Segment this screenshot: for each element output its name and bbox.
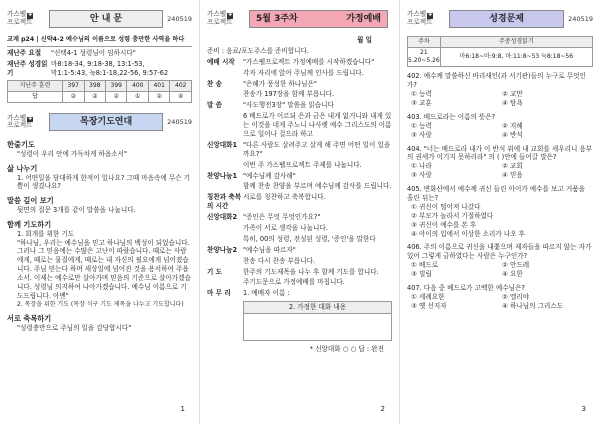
- options: [407, 261, 593, 279]
- option[interactable]: ② 지혜: [502, 121, 523, 130]
- worship-row: [207, 268, 392, 277]
- question: [407, 185, 593, 238]
- worship-row: [207, 101, 392, 110]
- worship-row-label: [207, 278, 243, 287]
- logo: 가스펠 ✚ 프로젝트: [7, 113, 33, 130]
- worship-row-text: 찬송 다시 찬송 부릅니다.: [243, 256, 316, 265]
- worship-row-text: "예수님을 따르자": [243, 245, 296, 254]
- answer-table: [7, 80, 192, 103]
- section-title: 함께 기도하기: [7, 219, 52, 229]
- question: [407, 113, 593, 140]
- options: [407, 293, 593, 311]
- week-verse-row: [7, 49, 192, 58]
- page2-header: [207, 6, 392, 32]
- table-cell: ①: [127, 92, 148, 103]
- worship-row-label: 찬양나눔2: [207, 245, 238, 254]
- table-cell: ④: [170, 92, 192, 103]
- worship-row: [207, 224, 392, 233]
- section-text: "성령충만으로 주님의 일을 감당합시다": [17, 323, 132, 332]
- worship-row-label: [207, 161, 243, 170]
- option[interactable]: ④ 믿음: [502, 171, 523, 180]
- worship-row: [207, 257, 392, 266]
- option[interactable]: ① 귀신이 떨어져 나갔다: [411, 202, 481, 211]
- table-cell: ②: [84, 92, 105, 103]
- footer-note: * 신앙대화 ○ ○ 답 : 완전: [309, 345, 384, 354]
- table-cell: 398: [84, 81, 105, 92]
- option[interactable]: ③ 사랑: [411, 171, 432, 180]
- option[interactable]: ④ 요한: [502, 270, 523, 279]
- worship-row: [207, 213, 392, 222]
- table-cell: ②: [63, 92, 84, 103]
- date-meta: 월 일: [356, 36, 372, 44]
- question: [407, 243, 593, 279]
- lesson-line: 교재 p24 | 신약4-2 예수님의 이름으로 성령 충만한 사역을 하다: [7, 36, 192, 47]
- worship-row-text: 각자 자리에 앉아 주님께 인사를 드립니다.: [243, 68, 364, 77]
- worship-row-label: 찬양나눔1: [207, 171, 238, 180]
- page1-header: [7, 6, 192, 32]
- worship-row-label: 신앙대화1: [207, 140, 238, 149]
- table-cell: 주차: [408, 37, 441, 48]
- table-cell: ②: [106, 92, 127, 103]
- options: [407, 90, 593, 108]
- option[interactable]: ③ 귀신이 예수를 본 후: [411, 220, 477, 229]
- section-text: 1. 어떤일을 담대하게 한적이 있나요? 그때 마음속에 무슨 기쁨이 생겼나요?: [17, 173, 191, 191]
- worship-row: [207, 69, 392, 78]
- worship-row: [207, 141, 392, 159]
- worship-row: [207, 161, 392, 170]
- logo: 가스펠 ✚ 프로젝트: [407, 10, 433, 27]
- worship-row-text: 6 베드로가 이르되 은과 금은 내게 없거니와 내게 있는 이것을 네게 주노니 나사렛 예수 그리스도의 이름으로 일어나 걸으라 하고: [243, 112, 392, 139]
- table-cell: 400: [127, 81, 148, 92]
- worship-row-text: 가족이 서로 생각을 나눕니다.: [243, 224, 328, 233]
- worship-row: [207, 278, 392, 287]
- worship-row-text: 1. 예배자 이름 :: [243, 289, 290, 298]
- logo: 가스펠 ✚ 프로젝트: [207, 10, 233, 27]
- table-cell: 지난주 훈련: [8, 81, 63, 92]
- worship-row-text: 한주의 기도제목을 나누 후 함께 기도를 합니다.: [243, 267, 379, 276]
- worship-row: [207, 58, 392, 67]
- worship-row-label: 예배 시작: [207, 57, 235, 66]
- worship-row-label: 말 씀: [207, 101, 223, 110]
- worship-row-text: "다른 사람도 살려주고 살게 해 주면 어떤 일이 있을까요?": [243, 140, 391, 158]
- worship-row-text: 서로를 칭찬하고 축복합니다.: [243, 193, 326, 202]
- worship-row-label: [207, 182, 243, 191]
- worship-row: [207, 90, 392, 99]
- worship-row-label: 찬 송: [207, 79, 223, 88]
- page2-title: 5월 3주차 가정예배: [249, 10, 388, 28]
- worship-rows: [207, 58, 392, 298]
- worship-row-label: 칭찬과 축복의 시간: [207, 193, 242, 211]
- page3-title: 성경문제: [449, 10, 564, 28]
- question: [407, 145, 593, 181]
- section-title: 한줄기도: [7, 140, 35, 150]
- options: [407, 203, 593, 239]
- question-text: 404. "너는 베드로라 내가 이 반석 위에 내 교회를 세우리니 음부의 권세가 이기지 못하리라" 의 ( )안에 들어갈 말은?: [407, 144, 593, 162]
- option[interactable]: ② 부모가 놀라서 기절하였다: [411, 211, 494, 220]
- week-verse: "선택4-1 성령님이 임하시다": [51, 49, 136, 58]
- options: [407, 122, 593, 140]
- option[interactable]: ② 교만: [502, 90, 523, 99]
- question: [407, 72, 593, 108]
- cross-icon: ✚: [28, 12, 33, 19]
- worship-row-label: 신앙대화2: [207, 213, 238, 222]
- option[interactable]: ① 나라: [411, 162, 432, 171]
- cross-icon: ✚: [28, 115, 33, 122]
- prayer-header: [7, 109, 192, 135]
- section-title: 삶 나누기: [7, 163, 38, 173]
- question-text: 403. 베드로라는 이름의 뜻은?: [407, 112, 496, 121]
- worship-row-text: 주기도문으로 가정예배를 마칩니다.: [243, 278, 345, 287]
- page-2: [200, 0, 400, 424]
- option[interactable]: ② 엘리야: [502, 292, 530, 301]
- worship-row-label: [207, 69, 243, 78]
- table-cell: 주중성경읽기: [440, 37, 592, 48]
- prayer-item: 2. 목장을 위한 기도 (목장 식구 기도 제목을 나누고 기도합니다): [17, 300, 184, 308]
- worship-row: [207, 246, 392, 255]
- worship-row: [207, 112, 392, 139]
- sched-row: [7, 60, 192, 78]
- worship-row-text: "은혜가 풍성한 하나님은": [243, 79, 317, 88]
- question-text: 407. 다음 중 베드로가 고백한 예수님은?: [407, 283, 525, 292]
- table-cell: 401: [148, 81, 169, 92]
- worship-row-label: 마 무 리: [207, 289, 231, 298]
- worship-row-text: 찬송가 197장을 함께 부릅니다.: [243, 90, 335, 99]
- page-number: 1: [180, 404, 185, 413]
- option[interactable]: ① 베드로: [411, 261, 439, 270]
- cross-icon: ✚: [228, 12, 233, 19]
- sched-line1: 마8:18-34, 9:18-38, 13:1-53,: [51, 60, 145, 69]
- table-cell: 마6:18~마:9:8, 마:11:8~53 눅8:18~56: [440, 48, 592, 67]
- page1-title: 안 내 문: [49, 10, 163, 28]
- option[interactable]: ① 능력: [411, 90, 432, 99]
- worship-row: [207, 182, 392, 191]
- question: [407, 284, 593, 311]
- option[interactable]: ③ 교훈: [411, 98, 432, 107]
- table-cell: 답: [8, 92, 63, 103]
- worship-row-text: "가스펠프로젝트 가정예배를 시작하겠습니다": [243, 57, 375, 66]
- worship-row: [207, 172, 392, 181]
- page-number: 3: [581, 404, 586, 413]
- questions: [407, 72, 593, 310]
- prep-line: 준비 : 음료/포도주스를 준비합니다.: [207, 46, 310, 55]
- option[interactable]: ④ 아이의 입에서 이상한 소리가 나오 후: [411, 229, 526, 238]
- worship-row-text: "예수님께 감사해": [243, 171, 296, 180]
- worship-row: [207, 235, 392, 244]
- table-cell: ②: [148, 92, 169, 103]
- question-text: 402. 예수께 말씀하신 바리새인(과 서기관)들의 누구로 무엇인가?: [407, 72, 586, 90]
- option[interactable]: ④ 탐욕: [502, 98, 523, 107]
- cross-icon: ✚: [428, 12, 433, 19]
- section-text: "성령이 우리 안에 가득차게 하옵소서": [17, 149, 127, 158]
- prayer-date: 240519: [167, 117, 192, 126]
- option[interactable]: ① 세례요한: [411, 292, 445, 301]
- worship-row-text: 함께 찬송 찬양을 부르며 예수님께 감사를 드립니다.: [243, 182, 392, 191]
- option[interactable]: ② 안드레: [502, 261, 530, 270]
- table-cell: 21 5.20~5.26: [408, 48, 441, 67]
- sched-line2: 막1:1-5:43, 눅8:1-18,22-56, 9:57-62: [51, 69, 169, 78]
- prayer-title: 목장기도연대: [49, 113, 163, 131]
- worship-row-label: [207, 112, 243, 139]
- worship-row: [207, 80, 392, 89]
- week-verse-label: 재난주 요절: [7, 49, 42, 58]
- logo: 가스펠 ✚ 프로젝트: [7, 10, 33, 27]
- table-cell: 397: [63, 81, 84, 92]
- question-text: 405. 변화산에서 예수께 귀신 들린 아이가 예수를 보고 거품을 흘린 뒤는?: [407, 185, 585, 202]
- sched-label: 재난주 성경읽기: [7, 60, 48, 78]
- page-1: [0, 0, 200, 424]
- table-cell: 402: [170, 81, 192, 92]
- page-3: [400, 0, 600, 424]
- worship-row-text: 이번 주 가스펠프로젝트 주제를 나눕니다.: [243, 160, 362, 169]
- prayer-text: "하나님, 우리는 예수님을 믿고 하나님의 백성이 되었습니다. 그러나 그 믿음에는 수많은 고난이 따랐습니다. 때로는 사람에게, 때로는 물질에게, 때로는 내 자신의 필요에게 넘어졌습니다. 주님 믿는다 하며 세상일에 넘어진 것을 용서하여 주옵소서. 이제는 예수로만 살아가며 믿음의 기준으로 살아가겠습니다. 성령님 의지하여 나아가겠습니다. 예수님 이름으로 기도드립니다. 아멘": [17, 238, 191, 300]
- worship-row: [207, 289, 392, 298]
- worship-row-label: 기 도: [207, 267, 223, 276]
- worship-row-text: "사도행전3장" 말씀을 읽습니다: [243, 101, 334, 110]
- page3-date: 240519: [568, 14, 593, 23]
- question-text: 406. 주의 이름으로 귀신을 내쫓으며 제자들을 따르지 않는 자가 있어 그렇게 금하였다는 사람은 누구인가?: [407, 243, 592, 261]
- option[interactable]: ④ 반석: [502, 130, 523, 139]
- page-number: 2: [380, 404, 385, 413]
- worship-row-text: 특히, 00의 성령, 전성된 성령, '증인'을 말한다: [243, 234, 376, 243]
- worship-row: [207, 193, 392, 211]
- section-title: 말씀 깊이 보기: [7, 196, 54, 206]
- worship-row-label: [207, 224, 243, 233]
- worship-row-text: "증인은 무엇 무엇인가요?": [243, 213, 321, 222]
- options: [407, 162, 593, 180]
- section-text: 뒷면의 질문 3개를 같이 말씀을 나눕니다.: [17, 206, 136, 215]
- worship-row-label: [207, 257, 243, 266]
- option[interactable]: ③ 사랑: [411, 130, 432, 139]
- option[interactable]: ④ 하나님의 그리스도: [502, 301, 564, 310]
- worship-row-label: [207, 235, 243, 244]
- option[interactable]: ① 능력: [411, 121, 432, 130]
- notes-box: [243, 314, 392, 341]
- worship-row-label: [207, 90, 243, 99]
- section-title: 서로 축복하기: [7, 313, 52, 323]
- page3-header: [407, 6, 593, 32]
- table-cell: 399: [106, 81, 127, 92]
- closing-item: 2. 가정한 대화 내용: [243, 301, 392, 314]
- prayer-item: 1. 회개를 위한 기도: [17, 229, 75, 238]
- option[interactable]: ③ 빌립: [411, 270, 432, 279]
- option[interactable]: ③ 옛 선지자: [411, 301, 447, 310]
- page1-date: 240519: [167, 14, 192, 23]
- reading-table: [407, 36, 593, 67]
- option[interactable]: ② 교회: [502, 162, 523, 171]
